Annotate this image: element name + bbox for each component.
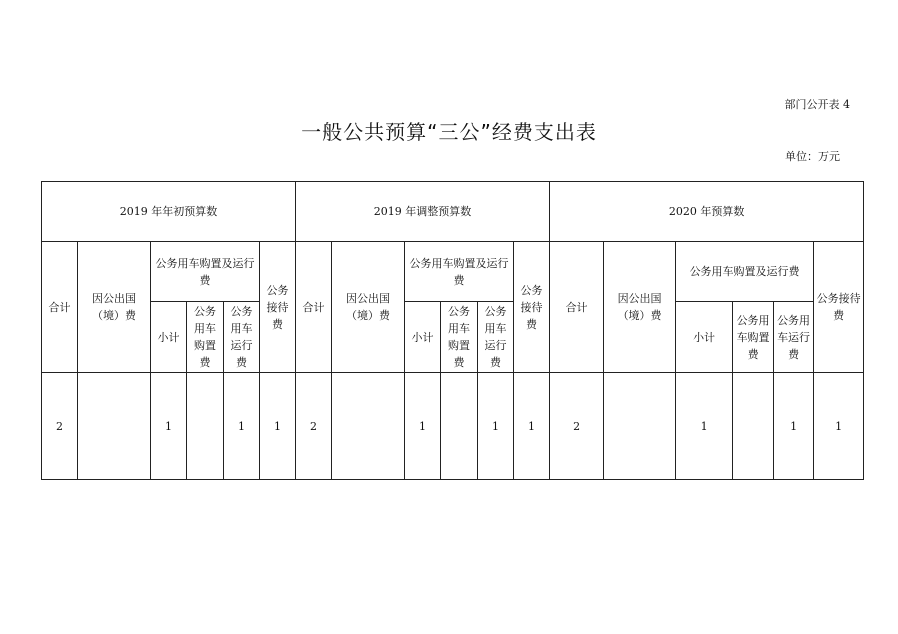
table-row (42, 373, 864, 480)
cell-reception: 1 (260, 373, 296, 480)
cell-subtotal: 1 (676, 373, 733, 480)
page-title: 一般公共预算“三公”经费支出表 (301, 120, 597, 144)
cell-purchase (733, 373, 774, 480)
document-number: 部门公开表 4 (784, 98, 850, 111)
header-total: 合计 (296, 242, 332, 373)
header-operation: 公务用车运行费 (478, 302, 514, 373)
cell-total: 2 (296, 373, 332, 480)
cell-subtotal: 1 (151, 373, 187, 480)
cell-abroad (332, 373, 405, 480)
cell-total: 2 (550, 373, 604, 480)
cell-operation: 1 (478, 373, 514, 480)
header-purchase: 公务用车购置费 (441, 302, 478, 373)
header-purchase: 公务用车购置费 (187, 302, 224, 373)
cell-abroad (604, 373, 676, 480)
unit-label: 单位：万元 (785, 150, 840, 163)
budget-table (41, 181, 864, 480)
cell-reception: 1 (514, 373, 550, 480)
group-header-2020: 2020 年预算数 (550, 182, 864, 242)
header-reception: 公务接待费 (260, 242, 296, 373)
header-abroad: 因公出国（境）费 (332, 242, 405, 373)
cell-subtotal: 1 (405, 373, 441, 480)
cell-abroad (78, 373, 151, 480)
header-operation: 公务用车运行费 (224, 302, 260, 373)
cell-reception: 1 (814, 373, 864, 480)
header-total: 合计 (550, 242, 604, 373)
header-vehicle-group: 公务用车购置及运行费 (151, 242, 260, 302)
group-header-2019-initial: 2019 年年初预算数 (42, 182, 296, 242)
header-reception: 公务接待费 (814, 242, 864, 373)
header-vehicle-group: 公务用车购置及运行费 (405, 242, 514, 302)
cell-operation: 1 (774, 373, 814, 480)
cell-total: 2 (42, 373, 78, 480)
header-abroad: 因公出国（境）费 (604, 242, 676, 373)
header-total: 合计 (42, 242, 78, 373)
header-subtotal: 小计 (676, 302, 733, 373)
header-reception: 公务接待费 (514, 242, 550, 373)
header-subtotal: 小计 (405, 302, 441, 373)
cell-purchase (441, 373, 478, 480)
header-abroad: 因公出国（境）费 (78, 242, 151, 373)
header-vehicle-group: 公务用车购置及运行费 (676, 242, 814, 302)
cell-purchase (187, 373, 224, 480)
cell-operation: 1 (224, 373, 260, 480)
group-header-2019-adjusted: 2019 年调整预算数 (296, 182, 550, 242)
header-operation: 公务用车运行费 (774, 302, 814, 373)
header-purchase: 公务用车购置费 (733, 302, 774, 373)
header-subtotal: 小计 (151, 302, 187, 373)
